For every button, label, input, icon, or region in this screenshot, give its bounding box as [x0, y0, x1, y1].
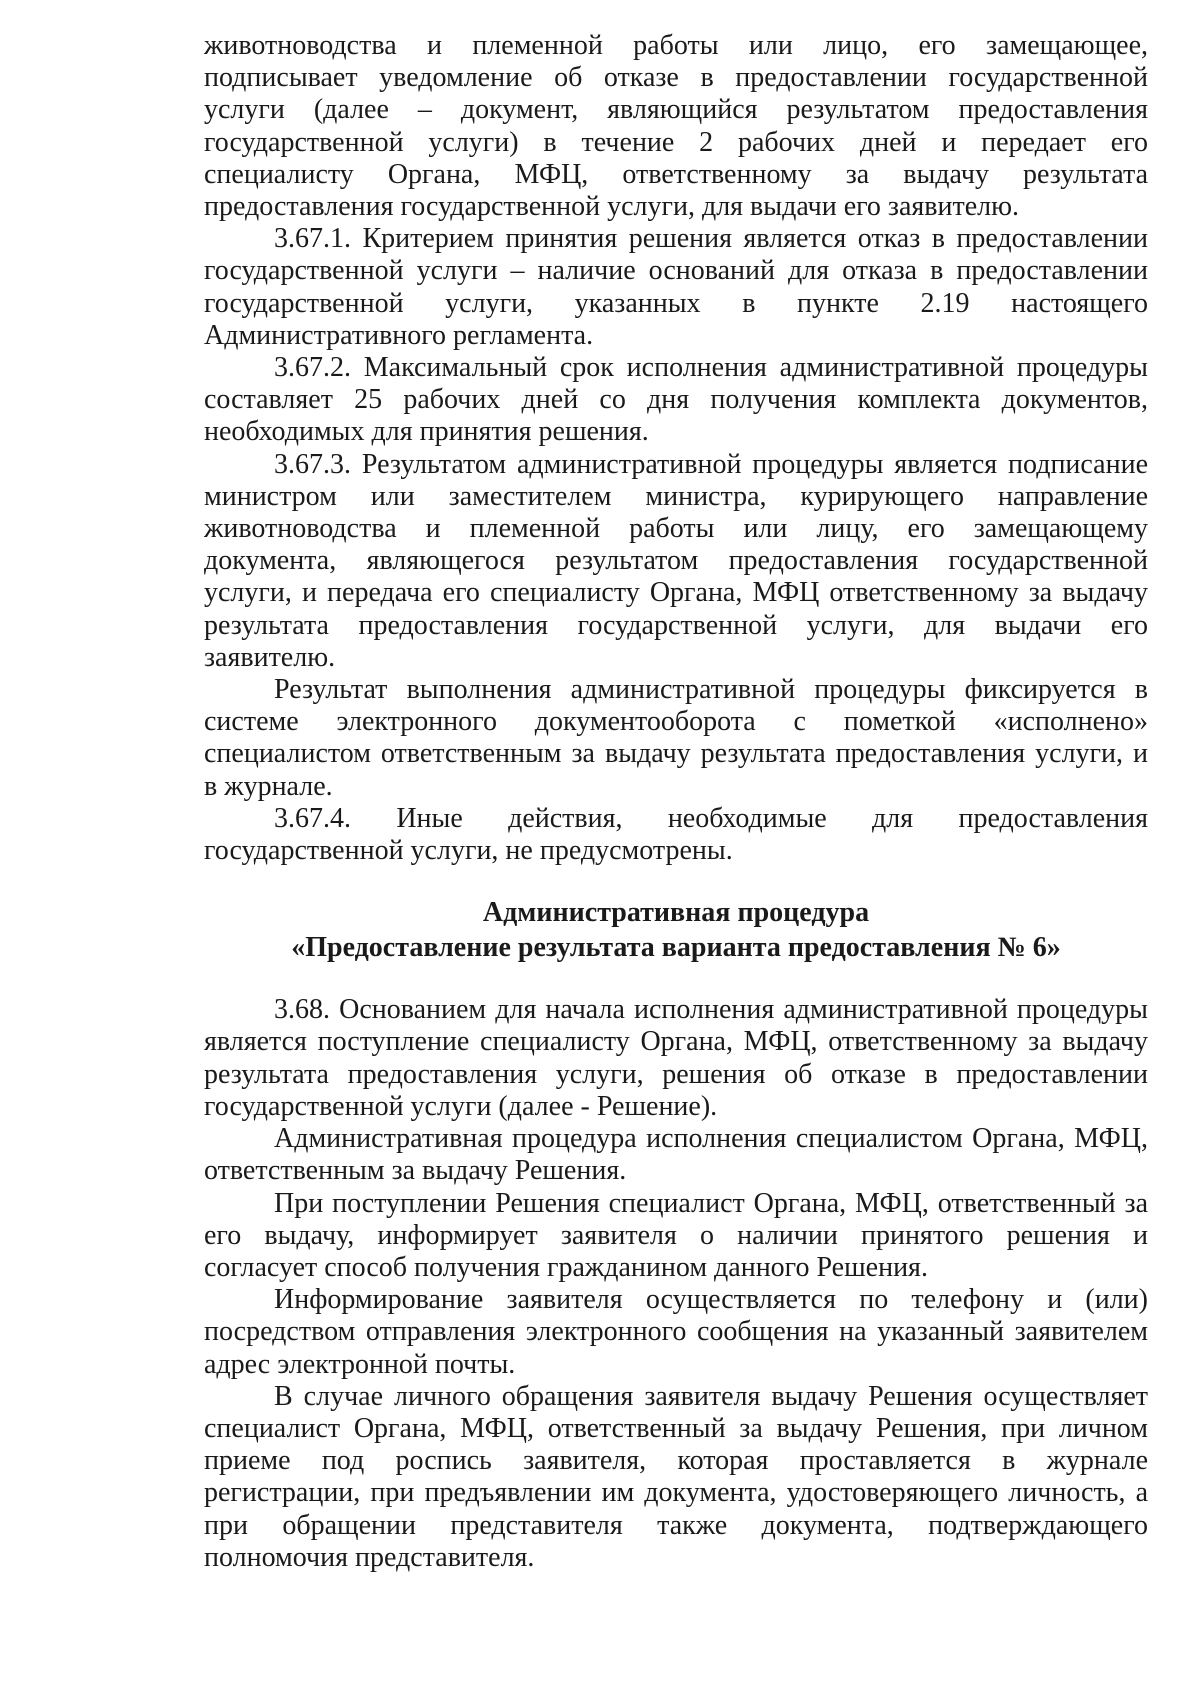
paragraph-line: 3.68. Основанием для начала исполнения административной процедуры — [274, 994, 1148, 1026]
paragraph-line: подписывает уведомление об отказе в предоставлении государственной — [204, 62, 1148, 94]
paragraph — [204, 352, 1148, 449]
paragraph-line: документа, являющегося результатом предоставления государственной — [204, 545, 1148, 577]
paragraph-line: 3.67.4. Иные действия, необходимые для предоставления — [274, 802, 1148, 834]
paragraph-line: системе электронного документооборота с пометкой «исполнено» — [204, 706, 1148, 738]
paragraph-line: услуги (далее – документ, являющийся результатом предоставления — [204, 94, 1148, 126]
paragraph-line: специалист Органа, МФЦ, ответственный за выдачу Решения, при личном — [204, 1412, 1148, 1444]
paragraph-line: Административная процедура исполнения специалистом Органа, МФЦ, — [274, 1123, 1148, 1155]
paragraph-line: 3.67.2. Максимальный срок исполнения административной процедуры — [274, 352, 1148, 384]
document-page — [204, 30, 1148, 1574]
paragraph-line: 3.67.1. Критерием принятия решения является отказ в предоставлении — [274, 223, 1148, 255]
paragraph-line: В случае личного обращения заявителя выдачу Решения осуществляет — [274, 1380, 1148, 1412]
paragraph-line: государственной услуги (далее - Решение). — [204, 1090, 718, 1122]
paragraph — [204, 223, 1148, 352]
section-heading — [204, 895, 1148, 965]
document-body — [204, 30, 1148, 1574]
paragraph-line: приеме под роспись заявителя, которая проставляется в журнале — [204, 1445, 1148, 1477]
paragraph-line: государственной услуги, не предусмотрены. — [204, 835, 733, 867]
paragraph-line: специалисту Органа, МФЦ, ответственному за выдачу результата — [204, 158, 1148, 190]
paragraph-line: Результат выполнения административной процедуры фиксируется в — [274, 674, 1148, 706]
paragraph-line: животноводства и племенной работы или лицу, его замещающему — [204, 513, 1148, 545]
paragraph-line: министром или заместителем министра, курирующего направление — [204, 480, 1148, 512]
paragraph-line: ответственным за выдачу Решения. — [204, 1155, 627, 1187]
paragraph-line: при обращении представителя также документа, подтверждающего — [204, 1509, 1148, 1541]
section-heading-line: Административная процедура — [482, 897, 870, 929]
paragraph-line: При поступлении Решения специалист Органа, МФЦ, ответственный за — [274, 1187, 1148, 1219]
paragraph-line: полномочия представителя. — [204, 1541, 535, 1573]
paragraph-line: услуги, и передача его специалисту Органа, МФЦ ответственному за выдачу — [204, 577, 1148, 609]
paragraph — [204, 449, 1148, 674]
paragraph-line: его выдачу, информирует заявителя о наличии принятого решения и — [204, 1219, 1148, 1251]
paragraph-line: в журнале. — [204, 770, 333, 802]
paragraph — [204, 1381, 1148, 1574]
paragraph — [204, 1188, 1148, 1285]
paragraph — [204, 30, 1148, 223]
paragraph-line: посредством отправления электронного сообщения на указанный заявителем — [204, 1316, 1148, 1348]
paragraph-line: составляет 25 рабочих дней со дня получения комплекта документов, — [204, 384, 1148, 416]
paragraph-line: животноводства и племенной работы или лицо, его замещающее, — [204, 30, 1148, 61]
paragraph — [204, 994, 1148, 1123]
paragraph-line: результата предоставления государственной услуги, для выдачи его — [204, 609, 1148, 641]
paragraph-line: государственной услуги – наличие оснований для отказа в предоставлении — [204, 255, 1148, 287]
paragraph-line: необходимых для принятия решения. — [204, 416, 649, 448]
paragraph-line: Административного регламента. — [204, 319, 594, 351]
paragraph — [204, 674, 1148, 803]
paragraph-line: результата предоставления услуги, решения об отказе в предоставлении — [204, 1058, 1148, 1090]
paragraph-line: 3.67.3. Результатом административной процедуры является подписание — [274, 448, 1148, 480]
section-heading-line: «Предоставление результата варианта предоставления № 6» — [291, 932, 1061, 964]
paragraph-line: государственной услуги) в течение 2 рабочих дней и передает его — [204, 126, 1148, 158]
paragraph-line: согласует способ получения гражданином данного Решения. — [204, 1251, 928, 1283]
paragraph-line: Информирование заявителя осуществляется по телефону и (или) — [274, 1284, 1148, 1316]
paragraph-line: заявителю. — [204, 641, 336, 673]
paragraph — [204, 1123, 1148, 1187]
paragraph-line: государственной услуги, указанных в пункте 2.19 настоящего — [204, 287, 1148, 319]
paragraph — [204, 1284, 1148, 1381]
paragraph — [204, 803, 1148, 867]
paragraph-line: регистрации, при предъявлении им документа, удостоверяющего личность, а — [204, 1477, 1148, 1509]
paragraph-line: является поступление специалисту Органа, МФЦ, ответственному за выдачу — [204, 1026, 1148, 1058]
paragraph-line: предоставления государственной услуги, для выдачи его заявителю. — [204, 191, 1020, 223]
paragraph-line: специалистом ответственным за выдачу результата предоставления услуги, и — [204, 738, 1148, 770]
paragraph-line: адрес электронной почты. — [204, 1348, 516, 1380]
